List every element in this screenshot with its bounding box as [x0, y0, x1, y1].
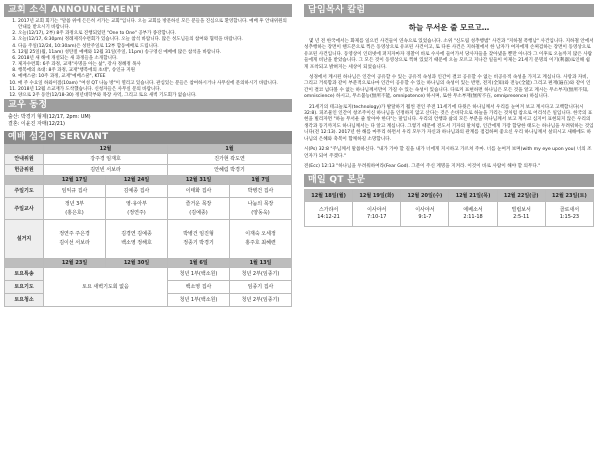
scripture-reference: 전(Ecc) 12:13 "하나님을 두려워하여라(Fear God). 그분이 주신 계명을 지켜라. 이것이 바로 사람이 해야 할 의무다." — [304, 163, 541, 169]
month-cell: 12월 — [44, 145, 168, 154]
teacher-cell: 정년 3부 (홍은호) — [44, 198, 106, 220]
qt-date: 12월 23일(토) — [545, 190, 593, 202]
saturday-cell: 백소영 집사 — [168, 281, 230, 294]
qt-verse: 7:10-17 — [367, 214, 387, 221]
wedding-news: 결혼: 이윤진 자매(12/21) — [8, 121, 65, 128]
saturday-cell: 임종기 집사 — [230, 281, 292, 294]
week-cell: 1월 7일 — [230, 176, 292, 185]
table-row — [5, 268, 292, 281]
qt-book: 에베소서 — [463, 206, 483, 213]
table-row — [5, 220, 292, 259]
no-saturday-cell: 토요 새벽기도회 없음 — [44, 268, 168, 307]
teacher-cell: 즐거운 목장 (김예종) — [168, 198, 230, 220]
table-row — [5, 185, 292, 198]
offering-cell: 안혜림 박경기 — [168, 165, 292, 176]
announcement-item: 7. 제자수련회: 6주 과정, 교재"사명을 아는 삶", 강사 정혜정 목사 — [18, 62, 292, 68]
qt-date: 12월 19일(화) — [353, 190, 401, 202]
qt-header: 매일 QT 본문 — [304, 174, 594, 187]
member-news-header: 교우 동정 — [4, 99, 292, 112]
announcement-item: 5. 12월 25일(월, 11am) 성탄절 예배와 12월 31일(주일, 11pm) 송구영신 예배에 많은 참석을 바랍니다. — [18, 50, 292, 56]
left-column — [4, 4, 292, 307]
row-label: 토요청소 — [5, 294, 44, 307]
announcement-item: 6. 2018년 새 해에 개설되는 새 과정들을 소개합니다. — [18, 56, 292, 62]
announcement-item: 10. 매 주 수요일 하와이점(10am) "여성 QT 나눔 방"이 열리고 있습니다. 관심있는 분들은 참여하시거나 사무실에 문의하시기 바랍니다. — [18, 81, 292, 87]
scripture-reference: 시(Ps) 32:8 "주님께서 말씀하신다. "내가 가야 할 길을 내가 너에게 지시하고 가르쳐 주마. 너를 눈여겨 보며(with my eye upon you) 너의 조언자가 되어 주겠다." — [304, 147, 592, 159]
qt-passage — [545, 202, 593, 227]
qt-date-row — [305, 190, 594, 202]
month-row — [5, 145, 292, 154]
column-paragraph: 21세기의 테크놀로지(technology)가 발달하기 훨씬 전인 주전 11세기에 다윗은 하나님께서 우리를 눈여겨 보고 계시다고 고백합니다(시 32:8). 피조물인 인간이 창조주이신 하나님을 인정하지 않고 산다는 것은 손바닥으로 하늘을 가리는 것처럼 참으로 어리석은 일입니다. 한국의 표현을 빌리자면 "하늘 무서운 줄 알아야 한다"는 말입니다. 우리의 언행과 삶의 모든 부분을 하나님께서 보고 계시고 심지어 표현되지 않은 우리의 생각과 동기까지도 하나님께서는 다 알고 계십니다. 그렇기 때문에 전도서 기자의 말처럼, 인간에게 가장 합당한 태도는 하나님을 두려워하는 것입니다(전 12:13). 2017년 한 해를 마무리 하면서 우리 모두가 자신과 하나님과의 관계를 점검하며 좋으신 우리 하나님께서 살피시고 새해에도 하나님의 은혜와 축복이 함께하길 소망합니다. — [304, 104, 594, 142]
prayer-cell: 이태화 집사 — [168, 185, 230, 198]
announcement-item: 4. 다음 주일(12/24, 10:30am)은 성탄주일로 12부 합동예배로 드립니다. — [18, 44, 292, 50]
prayer-cell: 박병건 집사 — [230, 185, 292, 198]
qt-book: 빌립보서 — [511, 206, 531, 213]
qt-passage — [305, 202, 353, 227]
qt-table — [304, 189, 594, 227]
qt-book: 이사야서 — [415, 206, 435, 213]
row-label: 안내위원 — [5, 154, 44, 165]
prayer-cell: 김예종 집사 — [106, 185, 168, 198]
column-title: 하늘 무서운 줄 모르고… — [408, 23, 490, 32]
prayer-cell: 임익규 집사 — [44, 185, 106, 198]
announcement-header: 교회 소식 ANNOUNCEMENT — [4, 4, 292, 17]
qt-passage — [497, 202, 545, 227]
announcement-item: 11. 2018년 12월 소교재가 도착했습니다. 신청자들은 사무실 문의 바랍니다. — [18, 87, 292, 93]
qt-passage — [449, 202, 497, 227]
week-row — [5, 176, 292, 185]
qt-date: 12월 21일(목) — [449, 190, 497, 202]
month-cell: 1월 — [168, 145, 292, 154]
week-cell: 1월 6일 — [168, 259, 230, 268]
column-paragraph: 몇 년 전 한국에서는 화제를 일으킨 사건들이 연속으로 있었습니다. 소위 "신도림 성추행범" 사건과 "지하철 폭행남" 사건입니다. 지하철 안에서 성추행하는 장면이 핸드폰으로 찍은 동영상으로 유포된 사건이고, 또 다른 사건은 지하철에서 한 남자가 여자에게 손찌검하는 장면이 동영상으로 유포된 사건입니다. 동영상이 인터넷에 퍼지자마자 경찰이 바로 수사에 들어가서 당사자들을 찾아냈을 뿐만 아니라 그 이후로 오늘까지 많은 사람들에게 비난을 받았습니다. 그 모든 것이 동영상으로 찍혀 있었기 때문에 오늘 모르고 지나간 일들이 이제는 21세기 문명의 이기(利器)로인해 쉽게 포착되고 밝혀지는 세상이 되었습니다. — [304, 39, 594, 70]
announcement-item: 12. 양으로 2주 동안(12/18-30) 정년대학부와 목장 사역, 그리고 토요 새벽 기도회가 없습니다. — [18, 93, 292, 99]
row-label: 설거지 — [5, 220, 44, 259]
week-cell: 12월 31일 — [168, 176, 230, 185]
column-body — [304, 39, 594, 170]
row-label: 토요특송 — [5, 268, 44, 281]
announcement-item: 8. 행복에의 초대: 8주 과정, 교재"행복에의 초대", 송인규 지원 — [18, 68, 292, 74]
qt-book: 스가랴서 — [318, 206, 339, 213]
member-news — [4, 112, 292, 131]
week-row — [5, 259, 292, 268]
teacher-cell: 영·유아부 (정연주) — [106, 198, 168, 220]
qt-date: 12월 18일(월) — [305, 190, 353, 202]
right-column — [304, 4, 594, 227]
announcement-item: 3. 오늘(12/17, 6:30pm) 정례제직수련회가 있습니다. 오늘 참석 바랍니다. 많은 성도님들의 참여와 협력을 바랍니다. — [18, 37, 292, 43]
qt-text-row — [305, 202, 594, 227]
servant-header: 예배 섬김이 SERVANT — [4, 131, 292, 144]
qt-book: 이사야서 — [367, 206, 387, 213]
saturday-cell: 청년 1부(백소원) — [168, 294, 230, 307]
usher-cell: 강주경 임재호 — [44, 154, 168, 165]
column-header: 담임목사 칼럼 — [304, 4, 594, 17]
qt-verse: 14:12-21 — [317, 214, 340, 221]
qt-date: 12월 20일(수) — [401, 190, 449, 202]
offering-cell: 김민빈 서보라 — [44, 165, 168, 176]
dish-cell: 박병건 임진형 정종기 박경기 — [168, 220, 230, 259]
week-cell: 12월 23일 — [44, 259, 106, 268]
table-row — [5, 165, 292, 176]
qt-verse: 1:15-23 — [559, 214, 580, 221]
week-cell: 1월 13일 — [230, 259, 292, 268]
column-paragraph: 성경에서 계시된 하나님은 인간이 공유할 수 있는 공유적 속성과 인간이 결코 공유할 수 없는 비공유적 속성을 가지고 계십니다. 사랑과 자비, 그리고 거룩함과 같이 부분적으로나마 인간이 공유할 수 있는 하나님의 속성이 있는 반면, 전지(全知)와 전능(全能) 그리고 편재(遍在)와 같이 인간이 결코 넘다볼 수 없는 하나님께서만이 가질 수 있는 속성이 있습니다. 다로커 표현하면 하나님은 모든 것을 알고 계시는 무소부지(無所不知, omniscience) 하시고, 무소불능(無所不能, omnipotence) 하시며, 또한 무소부재(無所不在, omnipresence) 하십니다. — [304, 75, 591, 100]
dish-cell: 정연주 주은경 김이선 서보라 — [44, 220, 106, 259]
teacher-cell: 나눔의 목장 (양동욱) — [230, 198, 292, 220]
week-cell: 12월 17일 — [44, 176, 106, 185]
birth-news: 출산: 박경기 형제(12/17, 2pm: UM) — [8, 114, 91, 121]
row-label: 주일교사 — [5, 198, 44, 220]
week-cell: 12월 24일 — [106, 176, 168, 185]
table-row — [5, 154, 292, 165]
qt-date: 12월 22일(금) — [497, 190, 545, 202]
row-label: 헌금위원 — [5, 165, 44, 176]
saturday-cell: 청년 2부(임종기) — [230, 294, 292, 307]
announcement-item: 9. 예배스쿨: 10주 과정, 교재"예배스쿨", KTEE — [18, 74, 292, 80]
qt-passage — [353, 202, 401, 227]
qt-book: 골로새서 — [559, 206, 580, 213]
announcement-item: 1. 2017년 교회 회기는 "말씀 위에 든든히 서가는 교회"입니다. 오늘 교회를 방문하신 모든 분들을 진심으로 환영합니다. 예배 후 안내위원의 안내를 받으시기 바랍니다. — [18, 19, 292, 31]
servant-table — [4, 144, 292, 307]
week-cell: 12월 30일 — [106, 259, 168, 268]
saturday-cell: 청년 2부(임종기) — [230, 268, 292, 281]
saturday-cell: 청년 1부(백소원) — [168, 268, 230, 281]
dish-cell: 이재숙 오세정 홍주호 최혜련 — [230, 220, 292, 259]
announcement-item: 2. 오늘(12/17), 2부) 8주 과정으로 진행되었던 "One to One" 공부가 종강합니다. — [18, 31, 292, 37]
table-row — [5, 198, 292, 220]
qt-passage — [401, 202, 449, 227]
row-label: 토요기도 — [5, 281, 44, 294]
qt-verse: 9:1-7 — [418, 214, 432, 221]
row-label: 주일기도 — [5, 185, 44, 198]
usher-cell: 진가현 곽도연 — [168, 154, 292, 165]
dish-cell: 김경연 김예종 백소영 정해호 — [106, 220, 168, 259]
qt-verse: 2:5-11 — [513, 214, 530, 221]
qt-verse: 2:11-18 — [463, 214, 483, 221]
announcement-list — [4, 19, 292, 99]
